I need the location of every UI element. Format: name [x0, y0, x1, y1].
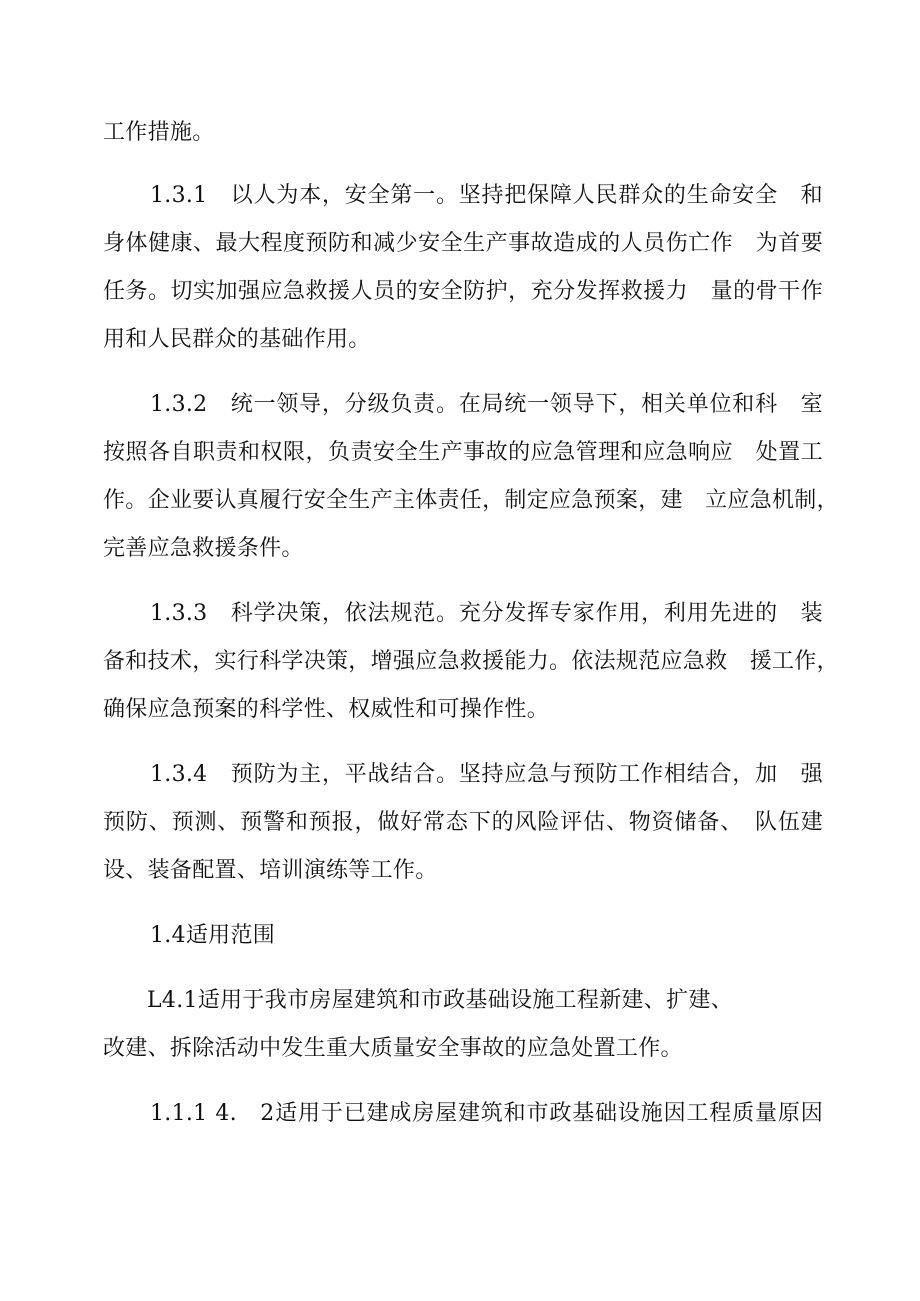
paragraph-line: 完善应急救援条件。 [103, 536, 304, 561]
paragraph-line: 用和人民群众的基础作用。 [103, 327, 371, 352]
paragraph-line: 按照各自职责和权限，负责安全生产事故的应急管理和应急响应 处置工 [103, 440, 823, 465]
paragraph-line: 任务。切实加强应急救援人员的安全防护，充分发挥救援力 量的骨干作 [103, 279, 823, 304]
paragraph-line: 1.3.2 统一领导，分级负责。在局统一领导下，相关单位和科 室 [150, 392, 823, 417]
paragraph-line: L4.1适用于我市房屋建筑和市政基础设施工程新建、扩建、 [147, 988, 733, 1013]
paragraph-line: 工作措施。 [103, 120, 215, 145]
paragraph-line: 确保应急预案的科学性、权威性和可操作性。 [103, 697, 550, 722]
paragraph-line: 预防、预测、预警和预报，做好常态下的风险评估、物资储备、 队伍建 [103, 810, 823, 835]
paragraph-line: 1.3.1 以人为本，安全第一。坚持把保障人民群众的生命安全 和 [150, 183, 823, 208]
section-heading: 1.4适用范围 [150, 923, 276, 948]
paragraph-line: 身体健康、最大程度预防和减少安全生产事故造成的人员伤亡作 为首要 [103, 231, 823, 256]
paragraph-line: 改建、拆除活动中发生重大质量安全事故的应急处置工作。 [103, 1036, 683, 1061]
paragraph-line: 备和技术，实行科学决策，增强应急救援能力。依法规范应急救 援工作， [103, 649, 839, 674]
paragraph-line: 1.3.4 预防为主，平战结合。坚持应急与预防工作相结合，加 强 [150, 762, 823, 787]
paragraph-line: 设、装备配置、培训演练等工作。 [103, 858, 438, 883]
paragraph-line: 1.3.3 科学决策，依法规范。充分发挥专家作用，利用先进的 装 [150, 601, 823, 626]
paragraph-line: 1.1.1 4. 2适用于已建成房屋建筑和市政基础设施因工程质量原因 [150, 1101, 823, 1126]
paragraph-line: 作。企业要认真履行安全生产主体责任，制定应急预案，建 立应急机制， [103, 488, 839, 513]
